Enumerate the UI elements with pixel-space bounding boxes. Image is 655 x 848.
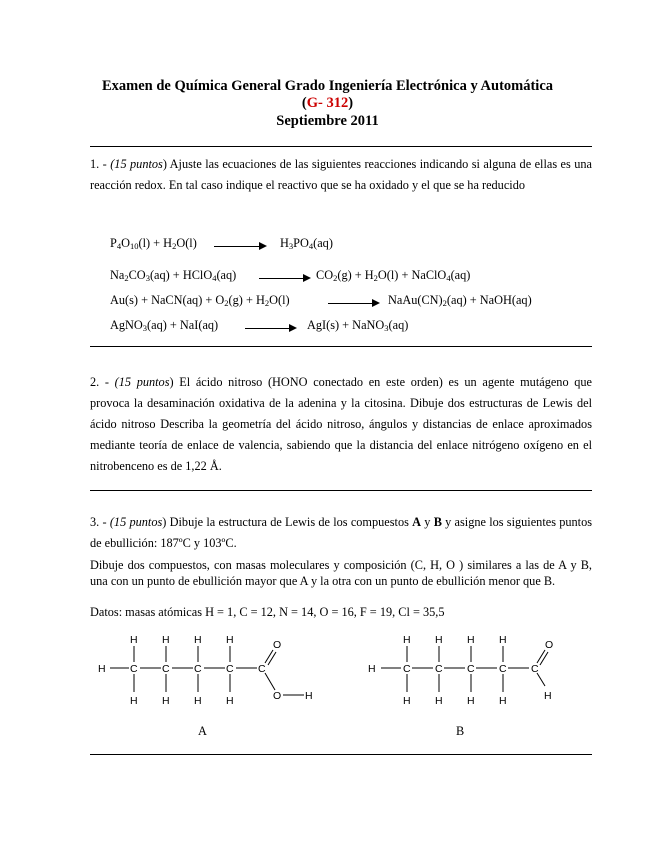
- course-code: G- 312: [306, 95, 349, 111]
- svg-text:H: H: [467, 695, 475, 707]
- svg-text:C: C: [258, 663, 266, 675]
- equation-2-products: $CO_2(g) + H_2O(l)$ + NaClO$_4$(aq): [316, 268, 471, 283]
- atom-h: H: [98, 663, 106, 675]
- svg-text:C: C: [226, 663, 234, 675]
- svg-text:H: H: [130, 695, 138, 707]
- svg-text:C: C: [162, 663, 170, 675]
- svg-text:H: H: [403, 634, 411, 646]
- question-2-text: 2. - (15 puntos) El ácido nitroso (HONO conectado en este orden) es un agente mutágeno que provoca la desaminación oxidativa de la adenina y la citosina. Dibuje dos estructuras de Lewis del ácido nitroso Describa la geometría del ácido nitroso, ángulos y distancias de enlace aproximados mediante teoría de enlace de valencia, sabiendo que la distancia del enlace nitrógeno oxígeno en el nitrobenceno es de 1,22 Å.: [90, 375, 593, 473]
- reaction-arrow: [328, 303, 378, 304]
- exam-date: Septiembre 2011: [276, 113, 379, 129]
- atomic-masses: Datos: masas atómicas H = 1, C = 12, N = 14, O = 16, F = 19, Cl = 35,5: [90, 605, 445, 619]
- svg-text:H: H: [162, 695, 170, 707]
- divider: [90, 346, 592, 347]
- svg-text:H: H: [194, 695, 202, 707]
- equation-3: Au(s) + NaCN(aq) + $O_2(g) + H_2O(l)$: [110, 293, 290, 308]
- svg-text:H: H: [435, 695, 443, 707]
- structure-b-diagram: [365, 628, 585, 718]
- equation-1: $P_4O_{10}(l) + H_2O(l)$: [110, 236, 197, 251]
- svg-text:O: O: [273, 639, 282, 651]
- svg-text:H: H: [403, 695, 411, 707]
- svg-text:C: C: [403, 663, 411, 675]
- svg-text:H: H: [194, 634, 202, 646]
- svg-text:H: H: [226, 634, 234, 646]
- svg-text:H: H: [435, 634, 443, 646]
- structure-a-diagram: [95, 628, 335, 718]
- structure-b-label: B: [456, 724, 465, 738]
- divider: [90, 146, 592, 147]
- svg-text:H: H: [499, 634, 507, 646]
- question-3-instructions: Dibuje dos compuestos, con masas moleculares y composición (C, H, O ) similares a las de A y B, una con un punto de ebullición mayor que A y la otra con un punto de ebullición menor que B.: [90, 558, 592, 588]
- question-1-text: 1. - (15 puntos) Ajuste las ecuaciones de las siguientes reacciones indicando si alguna de ellas es una reacción redox. En tal caso indique el reactivo que se ha oxidado y el que se ha reducido: [90, 157, 592, 192]
- divider: [90, 490, 592, 491]
- equation-2: $Na_2CO_3(aq)$ + HClO$_4$(aq): [110, 268, 237, 283]
- exam-code: (G- 312): [301, 95, 354, 111]
- reaction-arrow: [214, 246, 265, 247]
- svg-text:C: C: [194, 663, 202, 675]
- equation-1-products: $H_3PO_4(aq)$: [280, 236, 333, 251]
- svg-text:C: C: [435, 663, 443, 675]
- svg-text:H: H: [499, 695, 507, 707]
- svg-text:C: C: [130, 663, 138, 675]
- svg-text:O: O: [273, 690, 282, 702]
- reaction-arrow: [245, 328, 295, 329]
- exam-title: Examen de Química General Grado Ingeniería Electrónica y Automática: [101, 78, 554, 94]
- svg-text:H: H: [544, 690, 552, 702]
- svg-text:H: H: [467, 634, 475, 646]
- svg-text:H: H: [305, 690, 313, 702]
- svg-text:H: H: [130, 634, 138, 646]
- structure-a-label: A: [198, 724, 207, 738]
- svg-text:C: C: [467, 663, 475, 675]
- question-3-text: 3. - (15 puntos) Dibuje la estructura de Lewis de los compuestos A y B y asigne los siguientes puntos de ebullición: 187ºC y 103ºC.: [90, 515, 593, 550]
- svg-text:H: H: [162, 634, 170, 646]
- equation-3-products: $NaAu(CN)_2(aq)$ + NaOH(aq): [388, 293, 532, 308]
- divider: [90, 754, 592, 755]
- equation-4-products: AgI(s) + NaNO$_3$(aq): [307, 318, 409, 333]
- svg-text:C: C: [531, 663, 539, 675]
- svg-text:O: O: [545, 639, 554, 651]
- reaction-arrow: [259, 278, 309, 279]
- svg-text:C: C: [499, 663, 507, 675]
- svg-text:H: H: [226, 695, 234, 707]
- equation-4: AgNO$_3$(aq) + NaI(aq): [110, 318, 219, 333]
- svg-text:H: H: [368, 663, 376, 675]
